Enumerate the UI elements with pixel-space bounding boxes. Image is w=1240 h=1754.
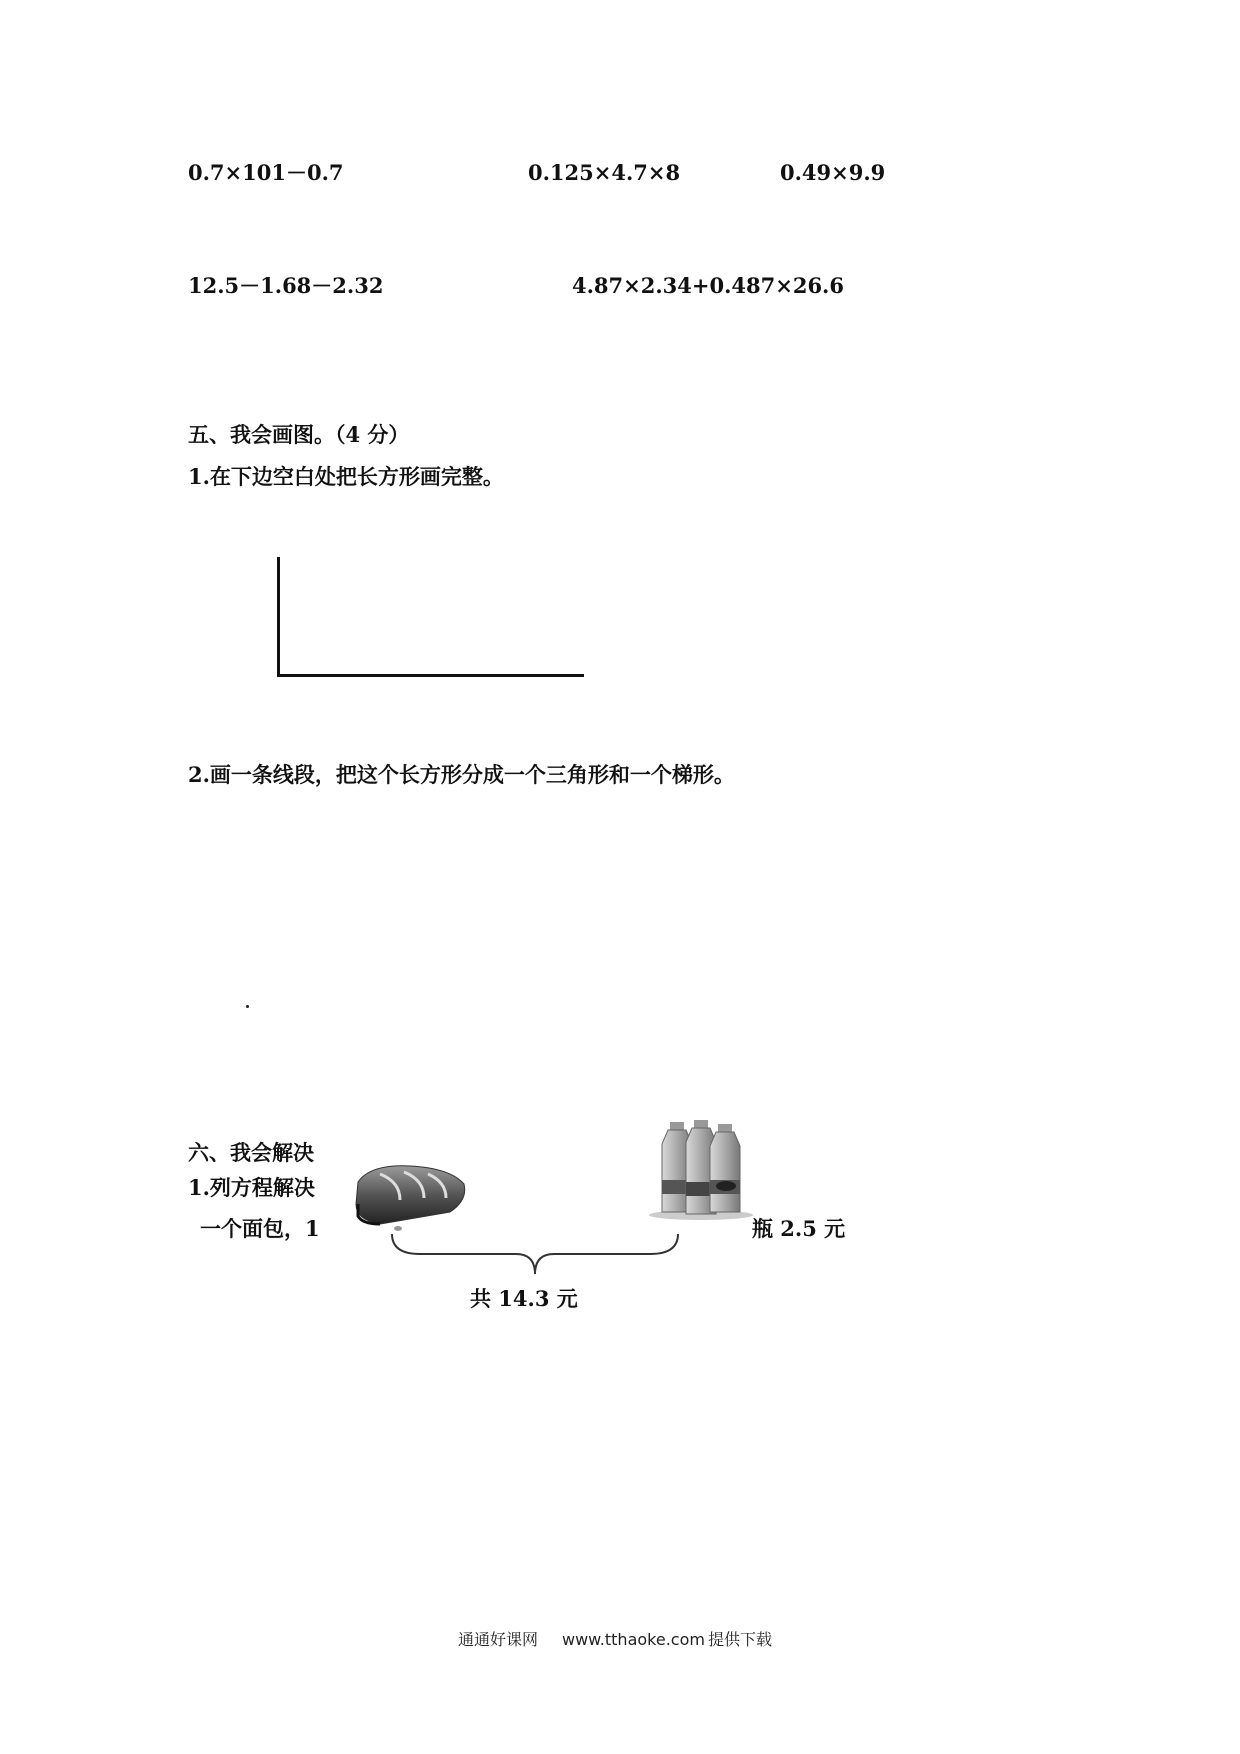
footer-site-name: 通通好课网: [458, 1630, 539, 1649]
drink-price-text: 瓶 2.5 元: [752, 1216, 846, 1241]
juice-bottles-icon: [646, 1120, 756, 1220]
total-brace: [390, 1232, 680, 1282]
expr-1: 0.7×101－0.7: [188, 160, 344, 185]
small-mark: [394, 1226, 402, 1231]
stray-dot: [246, 1005, 249, 1008]
rectangle-left-side: [277, 557, 280, 677]
rectangle-bottom-side: [277, 674, 584, 677]
total-price-text: 共 14.3 元: [470, 1286, 578, 1311]
footer-url[interactable]: www.tthaoke.com: [562, 1630, 705, 1649]
footer-suffix: 提供下载: [708, 1630, 773, 1649]
section5-question-1: 1.在下边空白处把长方形画完整。: [188, 464, 504, 489]
expr-4: 12.5－1.68－2.32: [188, 273, 384, 298]
section6-question-1: 1.列方程解决: [188, 1175, 315, 1200]
section5-question-2: 2.画一条线段，把这个长方形分成一个三角形和一个梯形。: [188, 762, 735, 787]
expr-2: 0.125×4.7×8: [528, 160, 681, 185]
section6-heading: 六、我会解决: [188, 1140, 314, 1165]
expr-3: 0.49×9.9: [780, 160, 886, 185]
expr-5: 4.87×2.34+0.487×26.6: [572, 273, 844, 298]
bread-icon: [350, 1160, 470, 1230]
bread-price-text: 一个面包，1: [200, 1216, 320, 1241]
section5-heading: 五、我会画图。（4 分）: [188, 422, 410, 447]
